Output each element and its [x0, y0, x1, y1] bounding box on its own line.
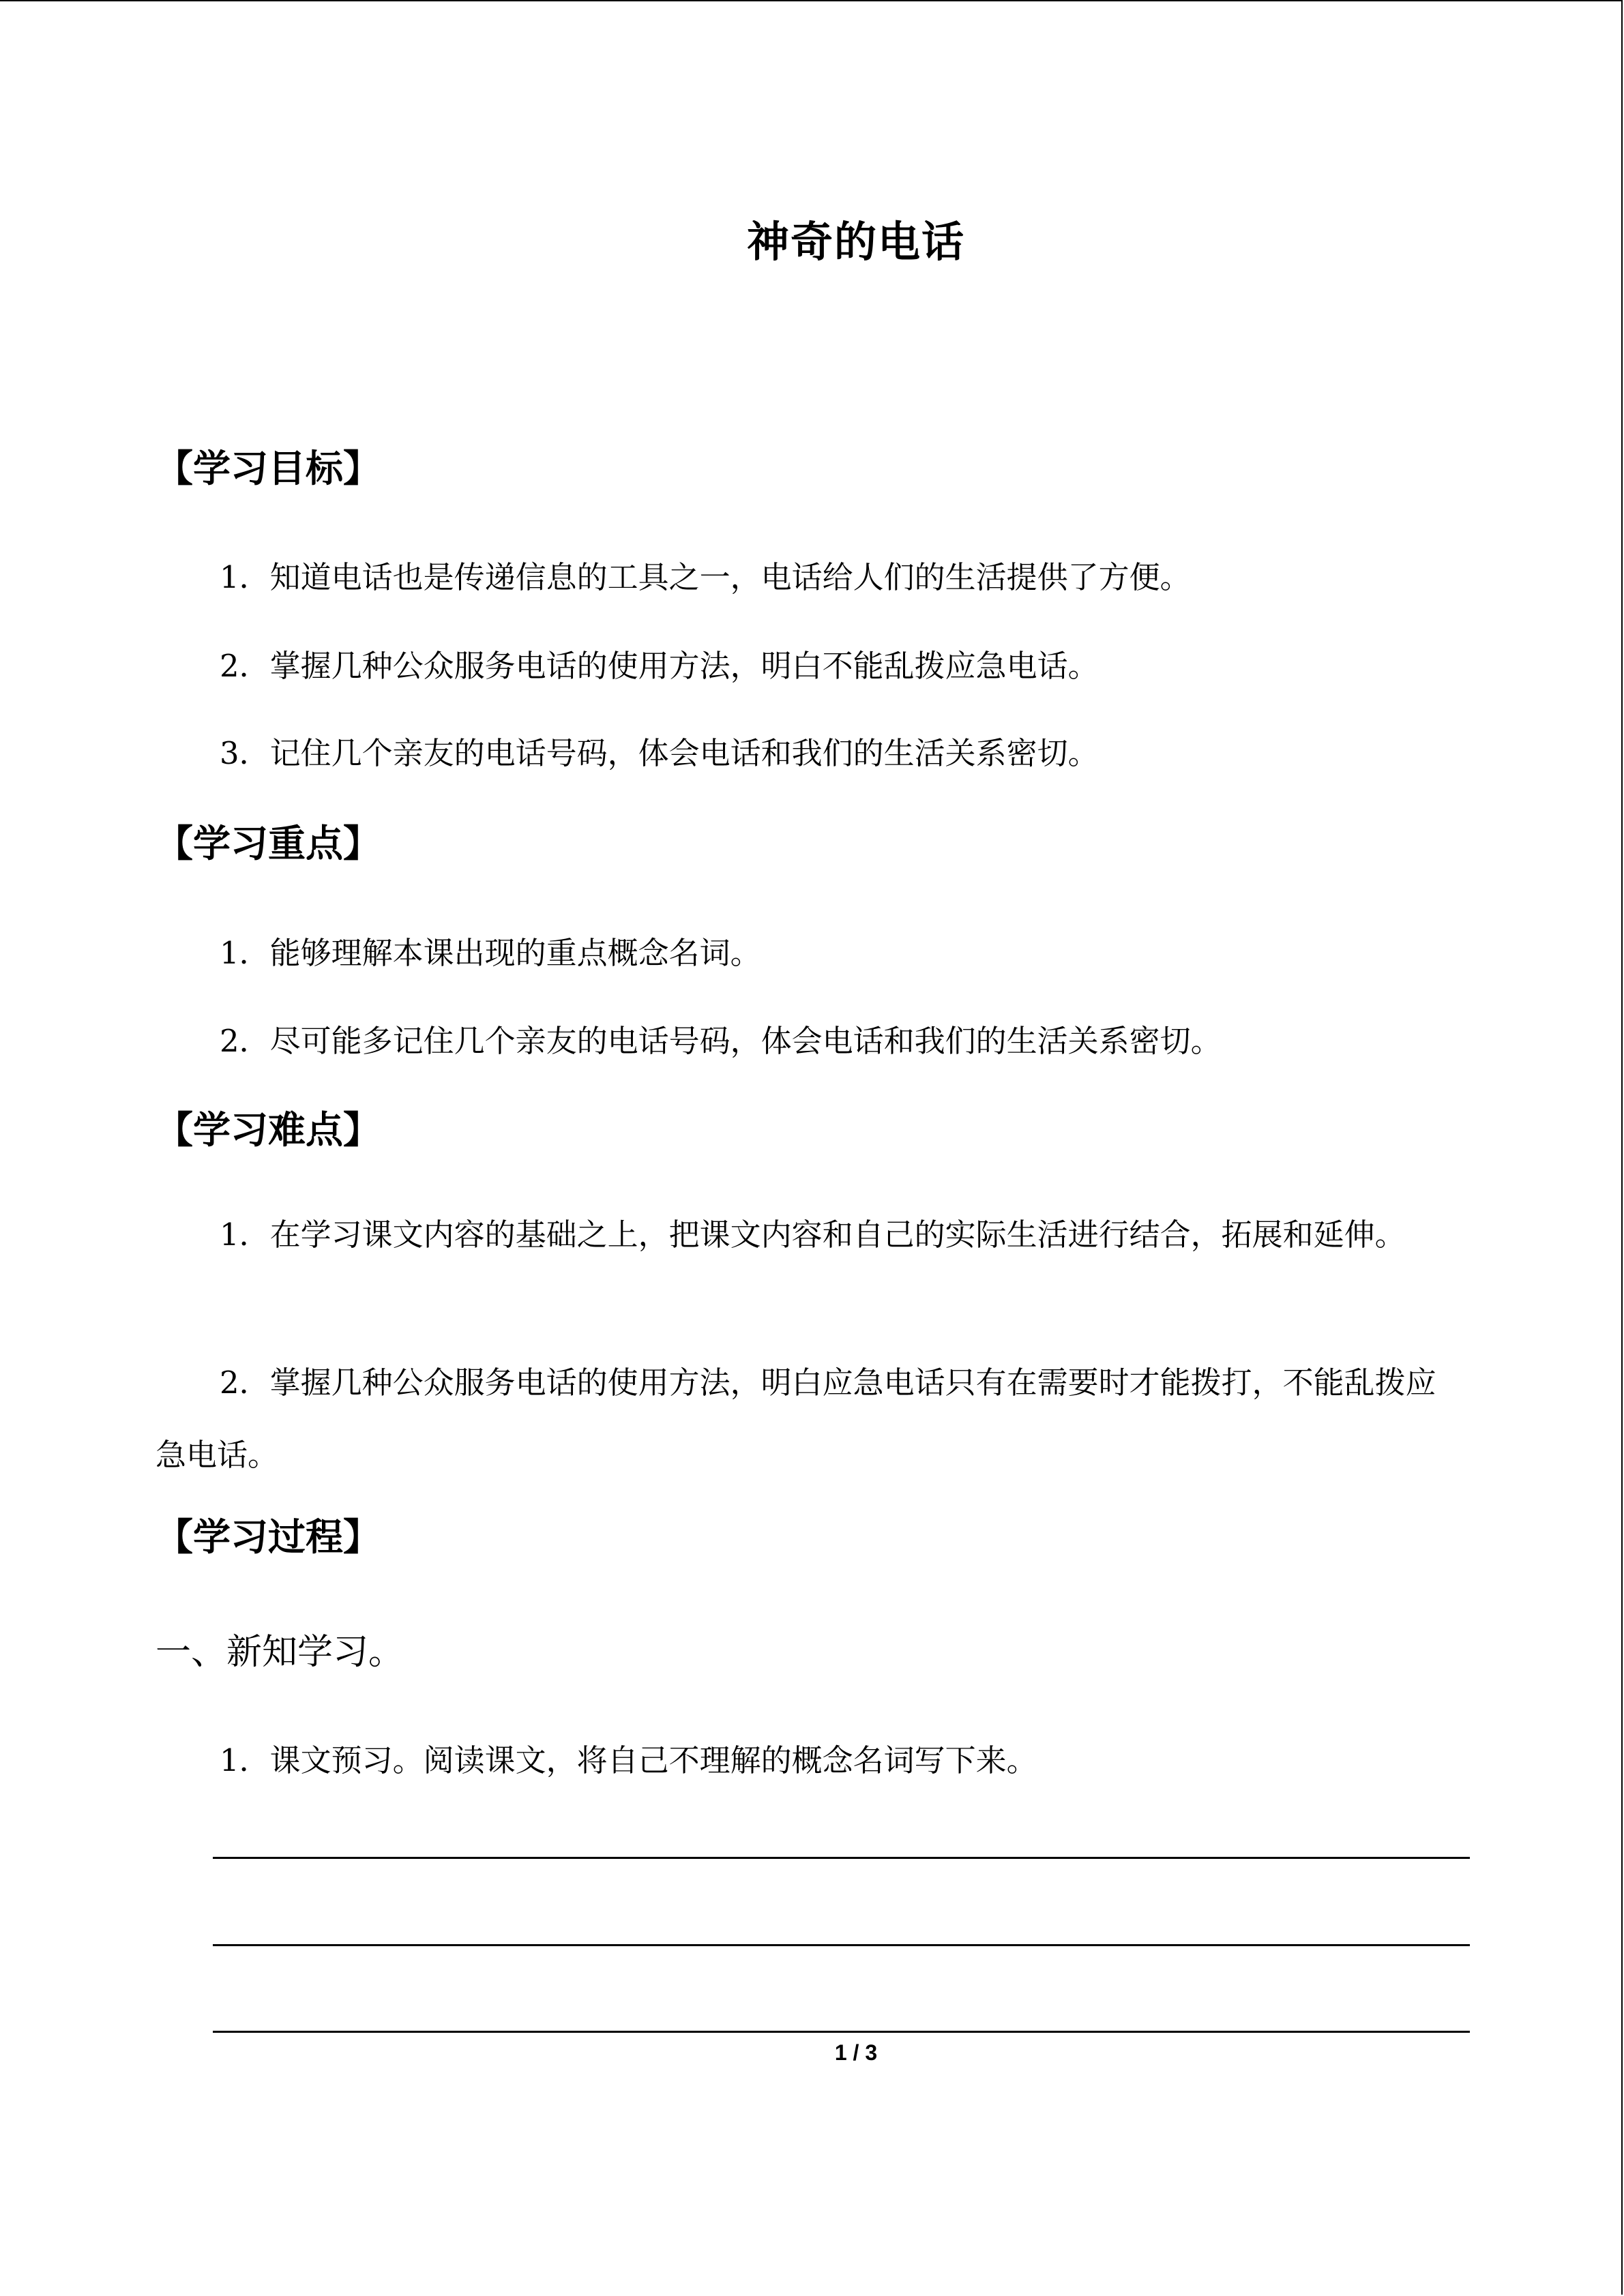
heading-learning-goals: 【学习目标】	[156, 447, 381, 490]
goal-item-2: 2．掌握几种公众服务电话的使用方法，明白不能乱拨应急电话。	[220, 648, 1099, 684]
difficulty-item-1: 1．在学习课文内容的基础之上，把课文内容和自己的实际生活进行结合，拓展和延伸。	[220, 1217, 1406, 1253]
goal-item-1: 1．知道电话也是传递信息的工具之一，电话给人们的生活提供了方便。	[220, 559, 1191, 595]
heading-difficulties: 【学习难点】	[156, 1108, 381, 1152]
goal-item-3: 3．记住几个亲友的电话号码，体会电话和我们的生活关系密切。	[220, 735, 1099, 771]
key-point-item-1: 1．能够理解本课出现的重点概念名词。	[220, 935, 761, 971]
page-title: 神奇的电话	[746, 217, 965, 267]
part-one-heading: 一、新知学习。	[156, 1632, 404, 1673]
answer-line	[213, 2031, 1470, 2033]
answer-line	[213, 1944, 1470, 1946]
heading-key-points: 【学习重点】	[156, 822, 381, 865]
page-number: 1 / 3	[834, 2040, 878, 2065]
key-point-item-2: 2．尽可能多记住几个亲友的电话号码，体会电话和我们的生活关系密切。	[220, 1023, 1222, 1059]
heading-learning-process: 【学习过程】	[156, 1515, 381, 1559]
task-one-text: 1．课文预习。阅读课文，将自己不理解的概念名词写下来。	[220, 1742, 1037, 1778]
answer-line	[213, 1857, 1470, 1859]
difficulty-item-2: 2．掌握几种公众服务电话的使用方法，明白应急电话只有在需要时才能拨打，不能乱拨应急电话。	[156, 1365, 1436, 1473]
